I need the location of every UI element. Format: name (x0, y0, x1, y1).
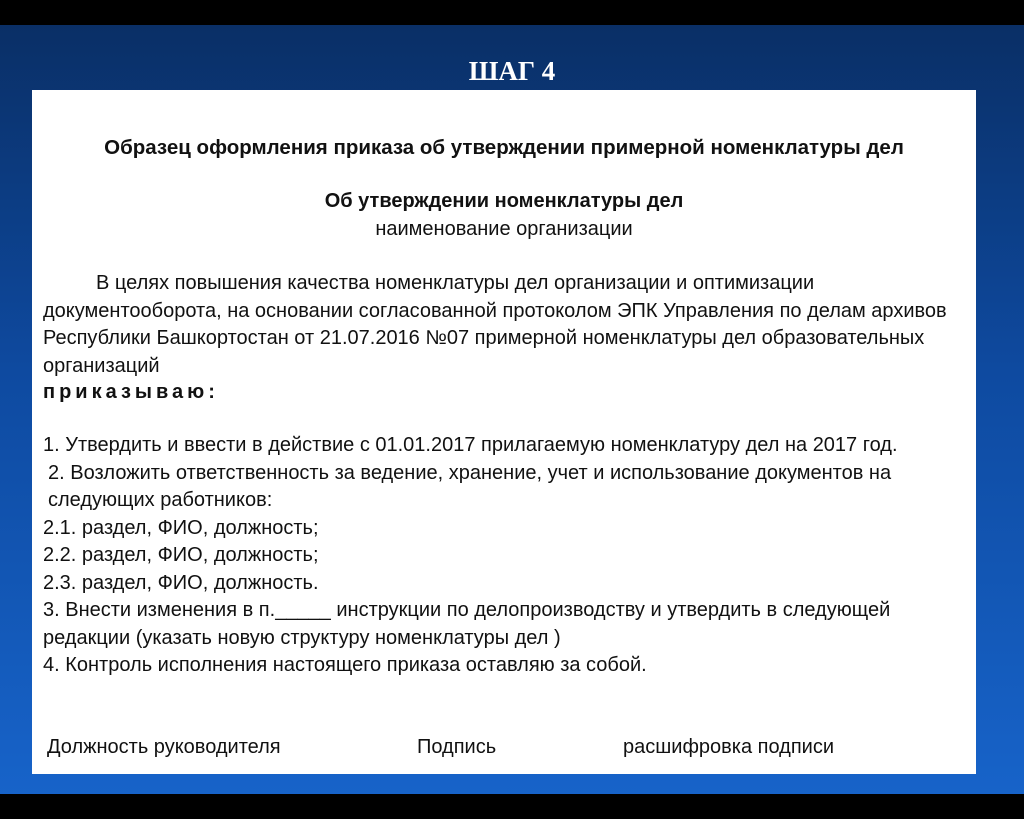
signature-row (47, 734, 947, 762)
order-item: 2.3. раздел, ФИО, должность. (43, 571, 319, 594)
slide (0, 25, 1024, 794)
document-panel (32, 90, 976, 774)
order-word: приказываю: (43, 381, 219, 403)
order-item: 3. Внести изменения в п._____ инструкции по делопроизводству и утвердить в следующей редакции (указать новую структуру номенклатуры дел ) (43, 599, 891, 649)
order-item: 2. Возложить ответственность за ведение, хранение, учет и использование документов на следующих работников: (48, 461, 892, 511)
signature-position-label: Должность руководителя (47, 736, 281, 758)
organization-name: наименование организации (375, 218, 633, 240)
document-heading: Образец оформления приказа об утверждении примерной номенклатуры дел (104, 136, 904, 159)
order-item: 2.1. раздел, ФИО, должность; (43, 516, 319, 539)
order-items (43, 432, 948, 680)
order-item: 4. Контроль исполнения настоящего приказа оставляю за собой. (43, 654, 647, 676)
order-item: 2.2. раздел, ФИО, должность; (43, 544, 319, 566)
signature-label: Подпись (417, 736, 497, 758)
step-title: ШАГ 4 (468, 56, 556, 86)
order-preamble: В целях повышения качества номенклатуры дел организации и оптимизации документооборота, на основании согласованной протоколом ЭПК Управления по делам архивов Республики Башкортостан от 21.07.2016 №07 примерной номенклатуры дел образовательных организаций (43, 272, 947, 377)
signature-decode-label: расшифровка подписи (623, 736, 835, 758)
order-item: 1. Утвердить и ввести в действие с 01.01.2017 прилагаемую номенклатуру дел на 2017 год. (43, 434, 898, 456)
order-subject: Об утверждении номенклатуры дел (324, 190, 684, 212)
